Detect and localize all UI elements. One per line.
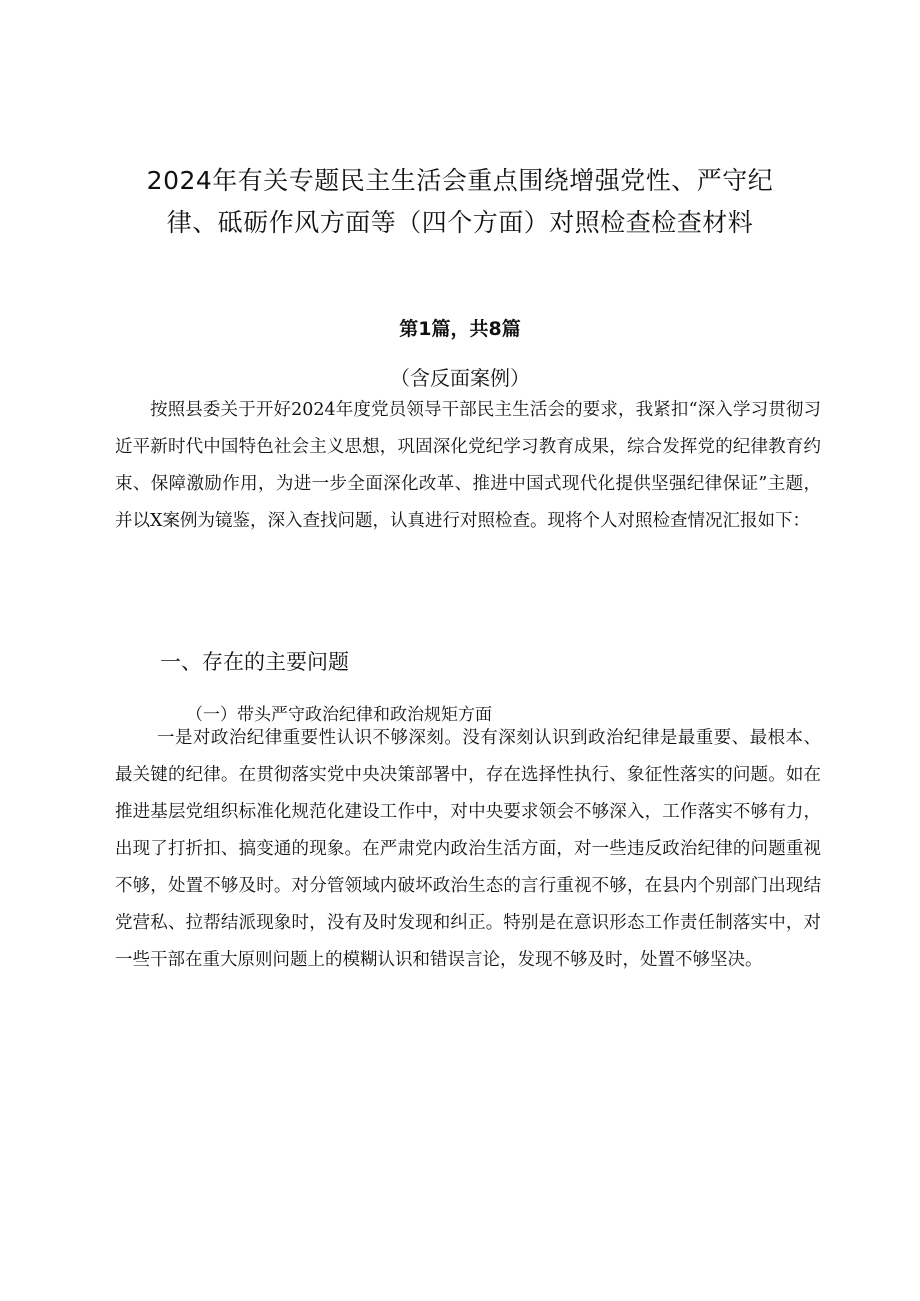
section-heading: 一、存在的主要问题 [160, 650, 349, 674]
document-title: 2024年有关专题民主生活会重点围绕增强党性、严守纪律、砥砺作风方面等（四个方面）对照检查检查材料 [146, 166, 774, 237]
part-label: 第1篇，共8篇 [399, 318, 521, 340]
body-paragraph: 一是对政治纪律重要性认识不够深刻。没有深刻认识到政治纪律是最重要、最根本、最关键的纪律。在贯彻落实党中央决策部署中，存在选择性执行、象征性落实的问题。如在推进基层党组织标准化规范化建设工作中，对中央要求领会不够深入，工作落实不够有力，出现了打折扣、搞变通的现象。在严肃党内政治生活方面，对一些违反政治纪律的问题重视不够，处置不够及时。对分管领域内破坏政治生态的言行重视不够，在县内个别部门出现结党营私、拉帮结派现象时，没有及时发现和纠正。特别是在意识形态工作责任制落实中，对一些干部在重大原则问题上的模糊认识和错误言论，发现不够及时，处置不够坚决。 [115, 728, 821, 970]
subsection-heading: （一）带头严守政治纪律和政治规矩方面 [186, 705, 492, 725]
intro-paragraph: 按照县委关于开好2024年度党员领导干部民主生活会的要求，我紧扣“深入学习贯彻习近平新时代中国特色社会主义思想，巩固深化党纪学习教育成果，综合发挥党的纪律教育约束、保障激励作用，为进一步全面深化改革、推进中国式现代化提供坚强纪律保证”主题，并以X案例为镜鉴，深入查找问题，认真进行对照检查。现将个人对照检查情况汇报如下： [115, 400, 821, 531]
document-subtitle: （含反面案例） [390, 366, 530, 390]
